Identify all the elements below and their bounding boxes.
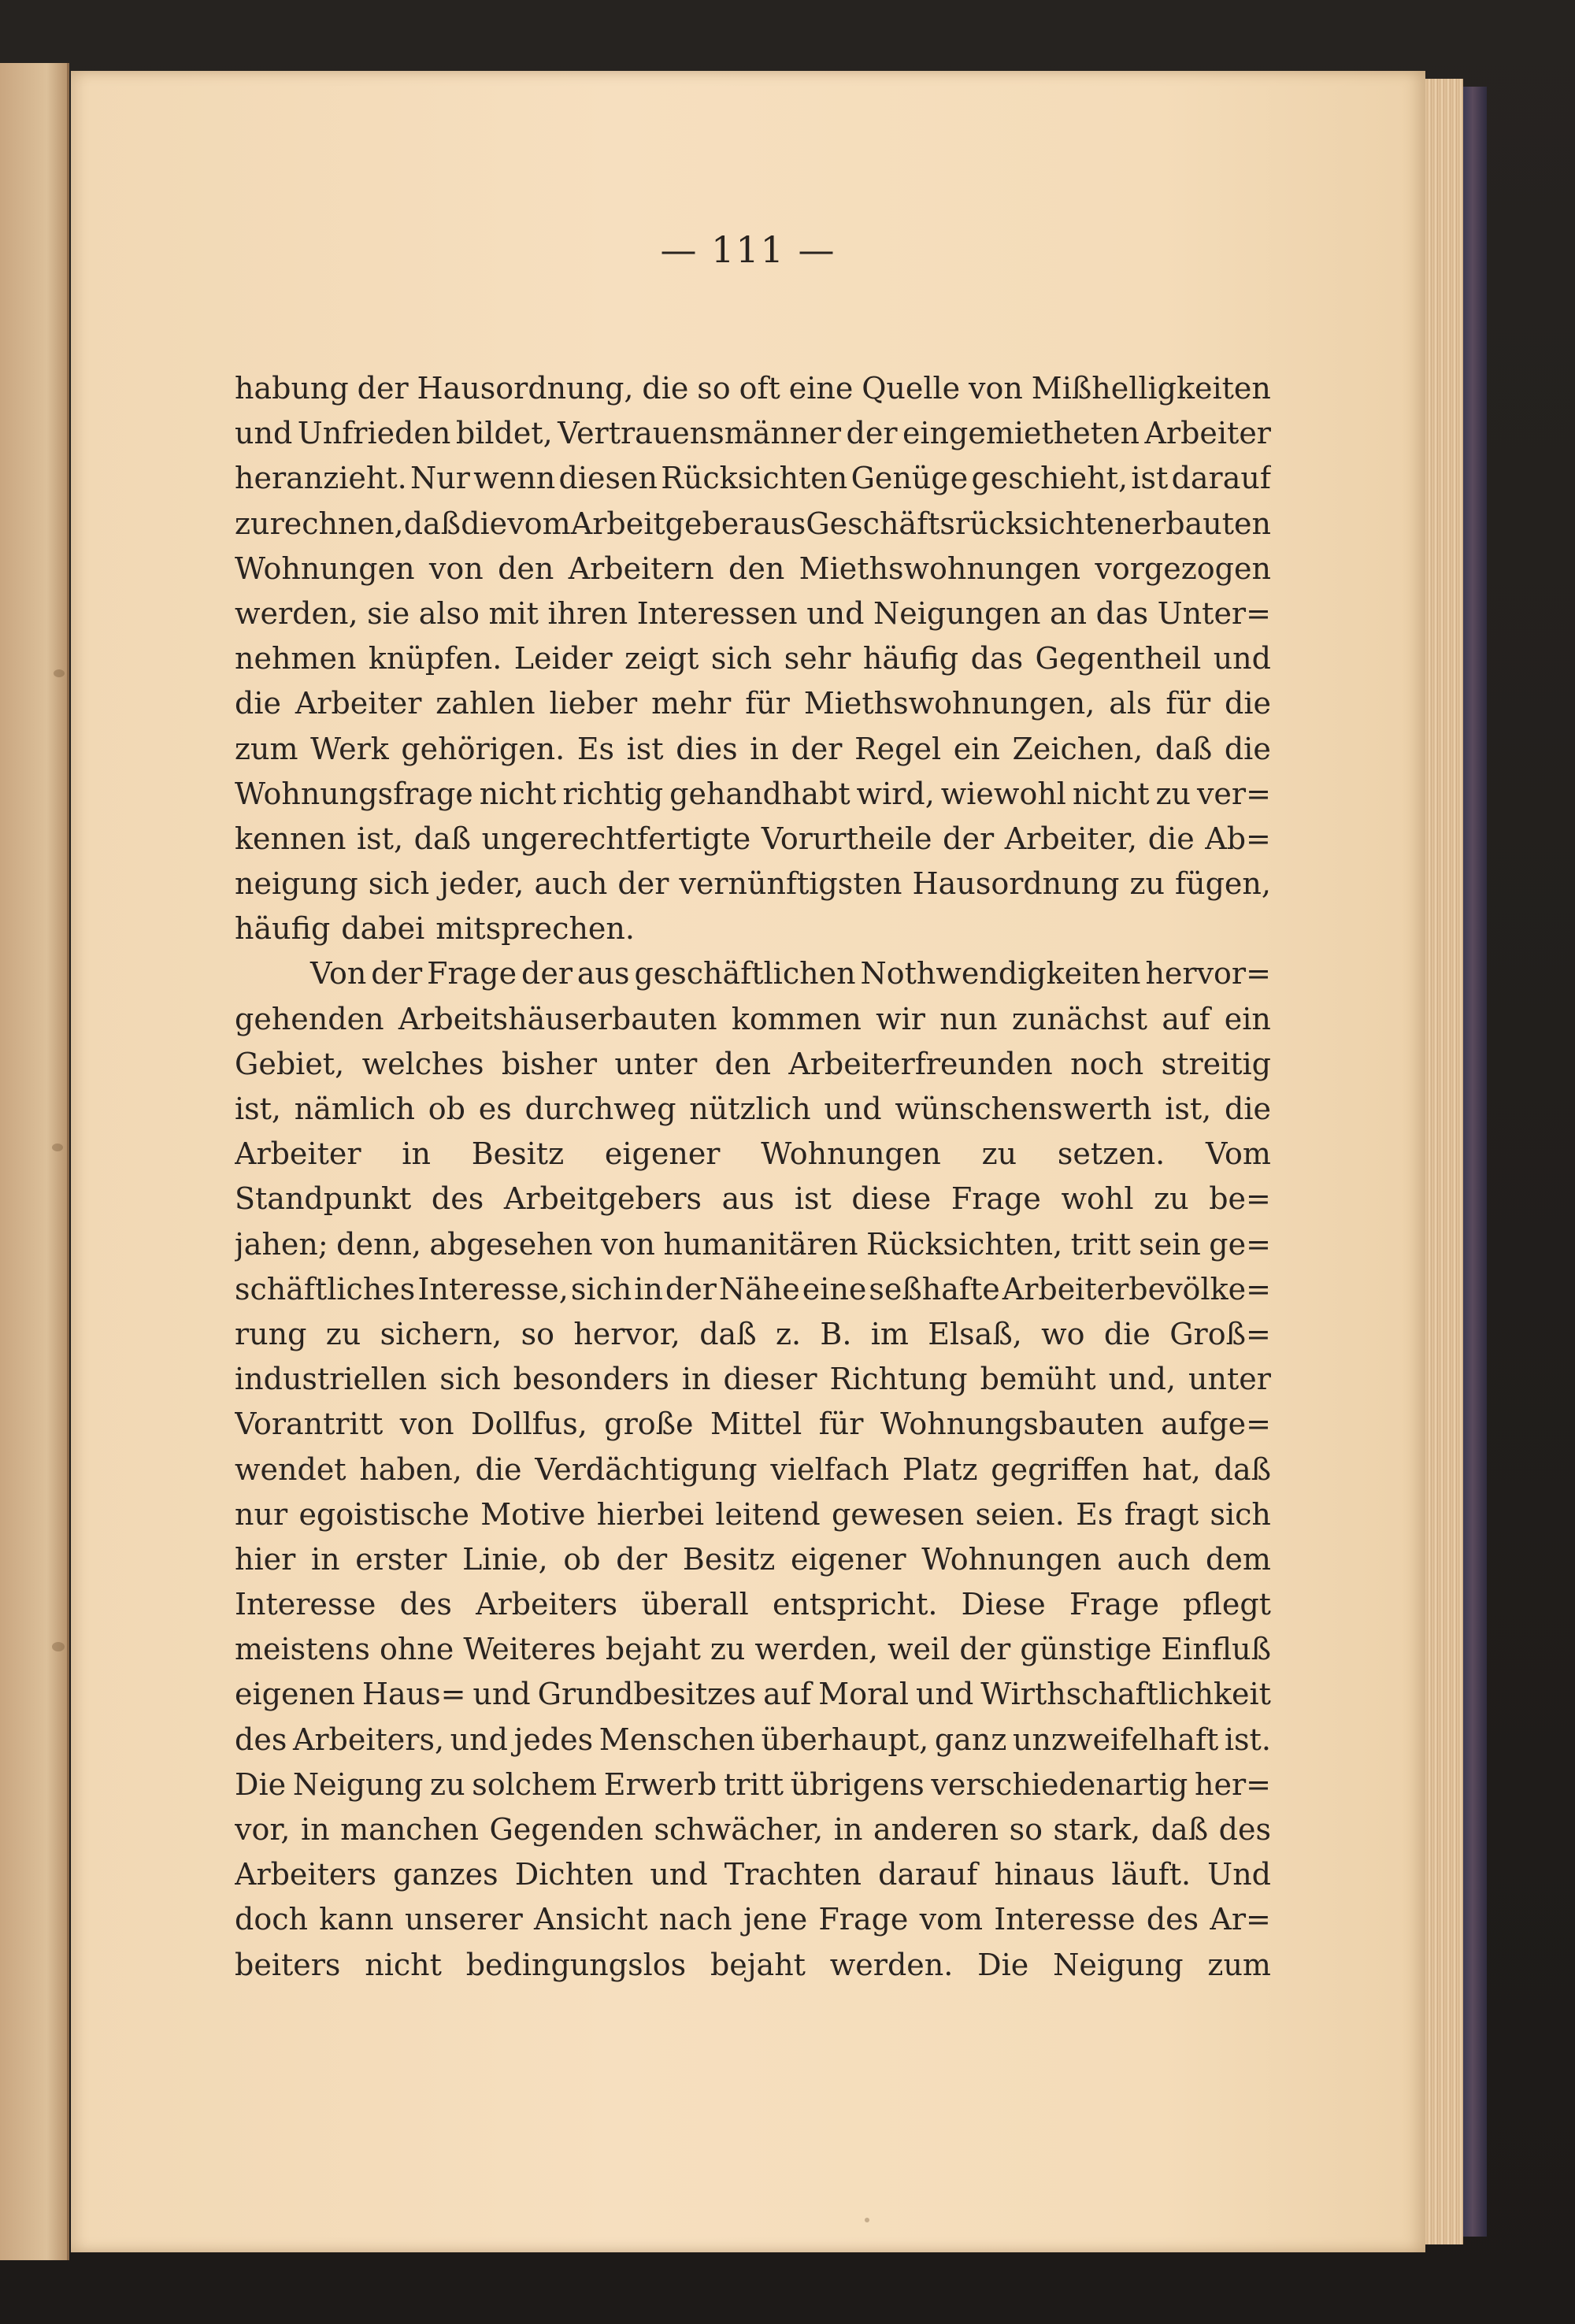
page-block-edge: [1425, 79, 1463, 2244]
paper-blemish: [865, 2218, 869, 2222]
text-line: doch kann unserer Ansicht nach jene Frage vom Interesse des Ar=: [235, 1902, 1271, 1937]
text-line: kennen ist, daß ungerechtfertigte Vorurtheile der Arbeiter, die Ab=: [235, 821, 1271, 856]
text-line: Arbeiters ganzes Dichten und Trachten darauf hinaus läuft. Und: [235, 1857, 1271, 1892]
text-line: zum Werk gehörigen. Es ist dies in der Regel ein Zeichen, daß die: [235, 731, 1271, 766]
text-line: zu rechnen, daß die vom Arbeitgeber aus Geschäftsrücksichten erbauten: [235, 506, 1271, 541]
paper-blemish: [52, 1143, 63, 1151]
text-line: hier in erster Linie, ob der Besitz eigener Wohnungen auch dem: [235, 1541, 1271, 1577]
text-line: nur egoistische Motive hierbei leitend gewesen seien. Es fragt sich: [235, 1496, 1271, 1532]
text-line: Gebiet, welches bisher unter den Arbeiterfreunden noch streitig: [235, 1046, 1271, 1081]
text-line: heranzieht. Nur wenn diesen Rücksichten Genüge geschieht, ist darauf: [235, 461, 1271, 496]
text-line: gehenden Arbeitshäuserbauten kommen wir nun zunächst auf ein: [235, 1001, 1271, 1036]
text-line: Standpunkt des Arbeitgebers aus ist diese Frage wohl zu be=: [235, 1181, 1271, 1217]
text-line: werden, sie also mit ihren Interessen und Neigungen an das Unter=: [235, 595, 1271, 631]
text-line: Arbeiter in Besitz eigener Wohnungen zu setzen. Vom: [235, 1136, 1271, 1172]
text-line: die Arbeiter zahlen lieber mehr für Miethswohnungen, als für die: [235, 686, 1271, 721]
text-line: wendet haben, die Verdächtigung vielfach Platz gegriffen hat, daß: [235, 1451, 1271, 1487]
text-line: Wohnungen von den Arbeitern den Miethswohnungen vorgezogen: [235, 550, 1271, 586]
text-line: Von der Frage der aus geschäftlichen Nothwendigkeiten hervor=: [310, 956, 1271, 991]
text-line: beiters nicht bedingungslos bejaht werden. Die Neigung zum: [235, 1947, 1271, 1982]
text-line: vor, in manchen Gegenden schwächer, in anderen so stark, daß des: [235, 1812, 1271, 1847]
text-line: schäftliches Interesse, sich in der Nähe eine seßhafte Arbeiterbevölke=: [235, 1271, 1271, 1307]
text-line: des Arbeiters, und jedes Menschen überhaupt, ganz unzweifelhaft ist.: [235, 1722, 1271, 1757]
text-line: Wohnungsfrage nicht richtig gehandhabt wird, wiewohl nicht zu ver=: [235, 776, 1271, 811]
facing-page-edge: [0, 63, 69, 2260]
text-line: habung der Hausordnung, die so oft eine Quelle von Mißhelligkeiten: [235, 371, 1271, 406]
text-line: ist, nämlich ob es durchweg nützlich und wünschenswerth ist, die: [235, 1092, 1271, 1126]
page-number: — 111 —: [660, 228, 836, 271]
text-line: meistens ohne Weiteres bejaht zu werden, weil der günstige Einfluß: [235, 1632, 1271, 1667]
text-line: Vorantritt von Dollfus, große Mittel für Wohnungsbauten aufge=: [235, 1407, 1271, 1442]
text-line: Interesse des Arbeiters überall entspricht. Diese Frage pflegt: [235, 1587, 1271, 1622]
body-text: [235, 366, 1271, 1988]
text-line: häufig dabei mitsprechen.: [235, 911, 635, 947]
text-line: Die Neigung zu solchem Erwerb tritt übrigens verschiedenartig her=: [235, 1766, 1271, 1802]
text-line: und Unfrieden bildet, Vertrauensmänner der eingemietheten Arbeiter: [235, 416, 1271, 451]
text-line: nehmen knüpfen. Leider zeigt sich sehr häufig das Gegentheil und: [235, 641, 1271, 676]
text-line: eigenen Haus= und Grundbesitzes auf Moral und Wirthschaftlichkeit: [235, 1677, 1271, 1712]
text-line: rung zu sichern, so hervor, daß z. B. im Elsaß, wo die Groß=: [235, 1316, 1271, 1351]
paper-blemish: [54, 669, 65, 677]
book-cover-edge: [1463, 87, 1487, 2237]
text-line: jahen; denn, abgesehen von humanitären Rücksichten, tritt sein ge=: [235, 1226, 1271, 1262]
book-page: [71, 71, 1425, 2252]
text-line: industriellen sich besonders in dieser Richtung bemüht und, unter: [235, 1362, 1271, 1397]
text-line: neigung sich jeder, auch der vernünftigsten Hausordnung zu fügen,: [235, 866, 1271, 902]
paper-blemish: [52, 1642, 65, 1651]
